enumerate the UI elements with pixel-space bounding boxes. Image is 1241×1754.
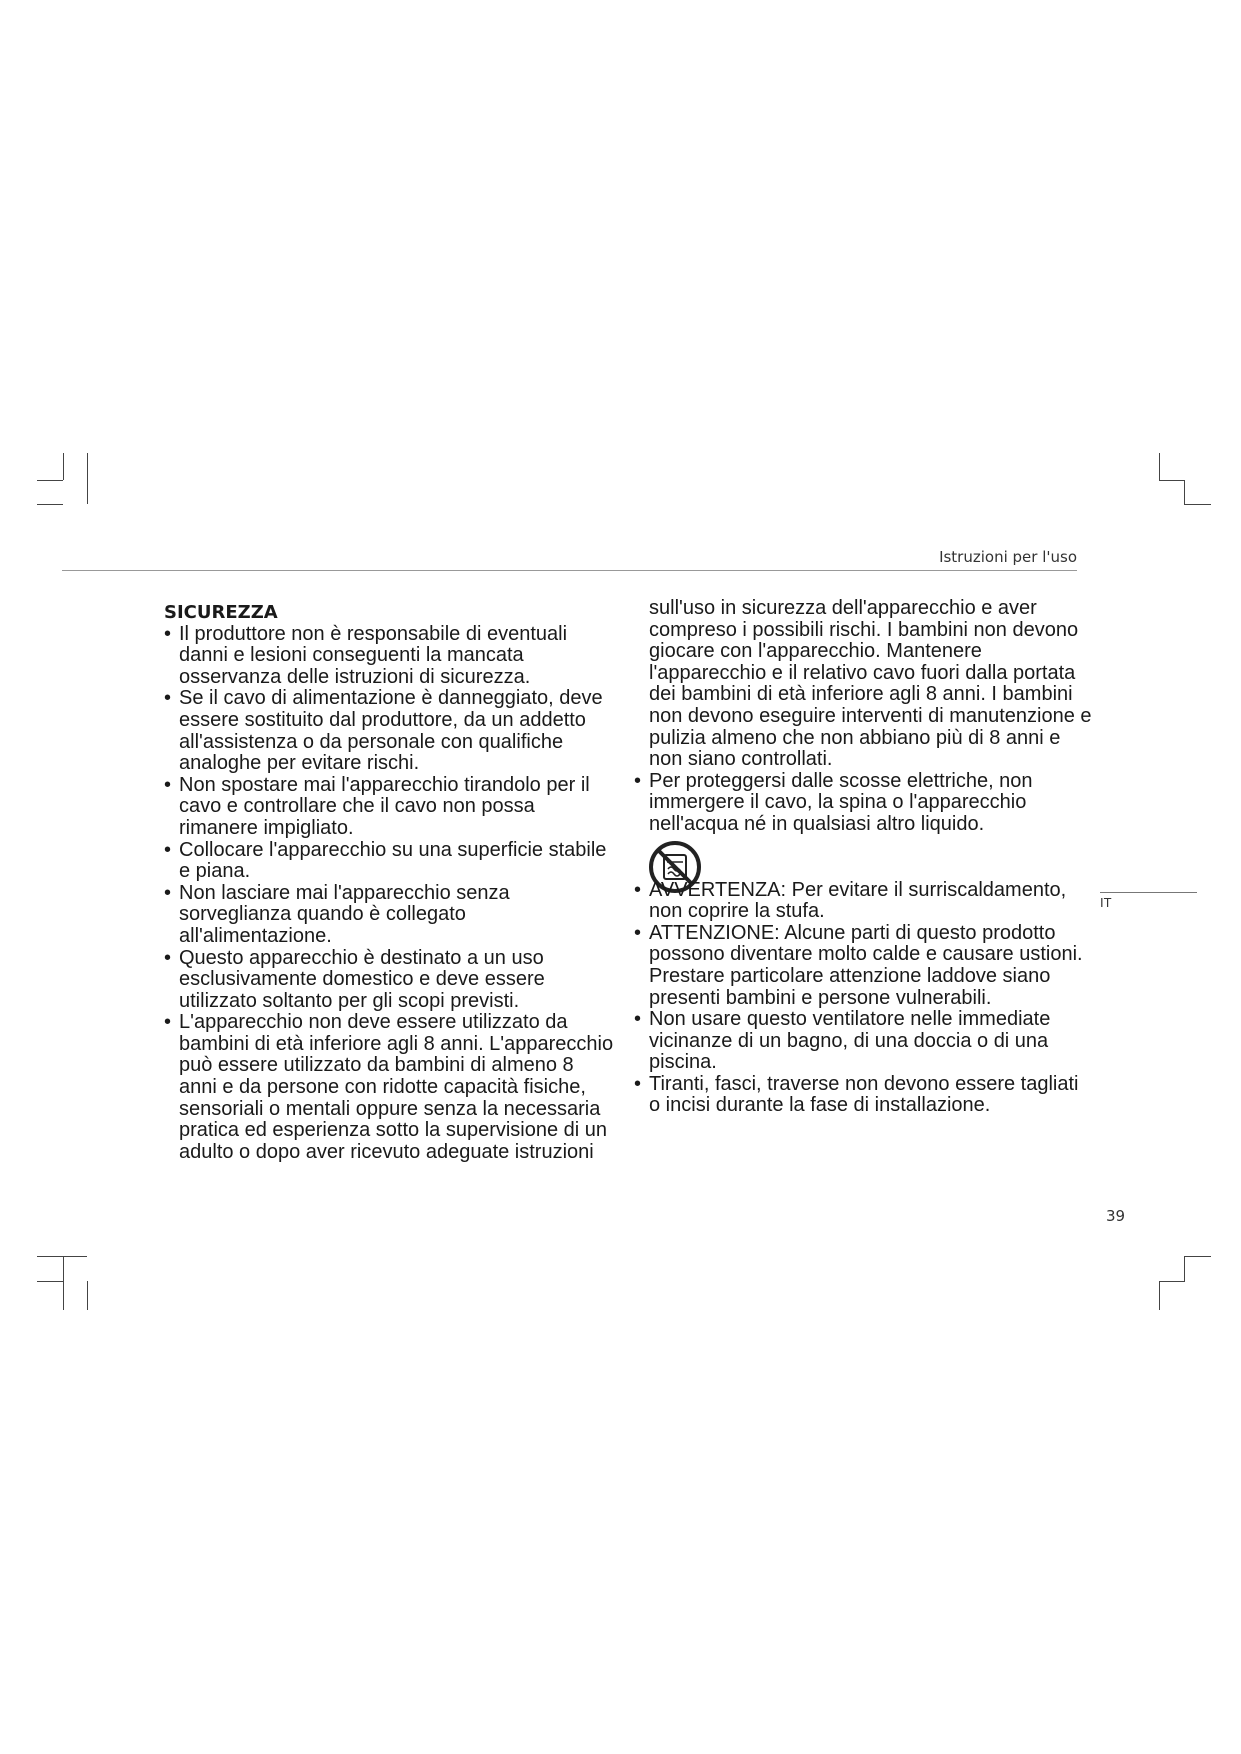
continued-paragraph: sull'uso in sicurezza dell'apparecchio e aver compreso i possibili rischi. I bambini non devono giocare con l'apparecchio. Mantenere l'apparecchio e il relativo cavo fuori dalla portata dei bambini di età inferiore agli 8 anni. I bambini non devono eseguire interventi di manutenzione e pulizia almeno che non abbiano più di 8 anni e non siano controllati. — [649, 597, 1092, 771]
safety-item: • Tiranti, fasci, traverse non devono essere tagliati o incisi durante la fase di installazione. — [634, 1074, 1094, 1117]
left-column — [164, 598, 614, 1163]
safety-item: • Per proteggersi dalle scosse elettriche, non immergere il cavo, la spina o l'apparecchio nell'acqua né in qualsiasi altro liquido. — [634, 771, 1094, 836]
safety-item: • Non usare questo ventilatore nelle immediate vicinanze di un bagno, di una doccia o di una piscina. — [634, 1009, 1094, 1074]
safety-item: • AVVERTENZA: Per evitare il surriscaldamento, non coprire la stufa. — [634, 880, 1094, 923]
language-tag: IT — [1100, 895, 1112, 910]
safety-list-right-a — [634, 771, 1094, 836]
safety-item: • L'apparecchio non deve essere utilizzato da bambini di età inferiore agli 8 anni. L'apparecchio può essere utilizzato da bambini di almeno 8 anni e da persone con ridotte capacità fisiche, sensoriali o mentali oppure senza la necessaria pratica ed esperienza sotto la supervisione di un adulto o dopo aver ricevuto adeguate istruzioni — [164, 1012, 614, 1163]
safety-item: • Non spostare mai l'apparecchio tirandolo per il cavo e controllare che il cavo non possa rimanere impigliato. — [164, 775, 614, 840]
safety-list-left — [164, 624, 614, 1164]
document-header-title: Istruzioni per l'uso — [939, 548, 1077, 566]
safety-item: • Il produttore non è responsabile di eventuali danni e lesioni conseguenti la mancata osservanza delle istruzioni di sicurezza. — [164, 624, 614, 689]
safety-item: • Non lasciare mai l'apparecchio senza sorveglianza quando è collegato all'alimentazione. — [164, 883, 614, 948]
safety-item: • Se il cavo di alimentazione è danneggiato, deve essere sostituito dal produttore, da un addetto all'assistenza o da personale con qualifiche analoghe per evitare rischi. — [164, 688, 614, 774]
header-divider — [62, 570, 1077, 571]
safety-item: • ATTENZIONE: Alcune parti di questo prodotto possono diventare molto calde e causare ustioni. Prestare particolare attenzione laddove siano presenti bambini e persone vulnerabili. — [634, 923, 1094, 1009]
right-column — [634, 598, 1094, 1117]
safety-item: • Questo apparecchio è destinato a un uso esclusivamente domestico e deve essere utilizzato soltanto per gli scopi previsti. — [164, 948, 614, 1013]
language-tab-rule — [1100, 892, 1197, 893]
safety-list-right-b — [634, 880, 1094, 1118]
safety-item: • Collocare l'apparecchio su una superficie stabile e piana. — [164, 840, 614, 883]
section-title: SICUREZZA — [164, 602, 278, 623]
page-number: 39 — [1106, 1207, 1126, 1225]
